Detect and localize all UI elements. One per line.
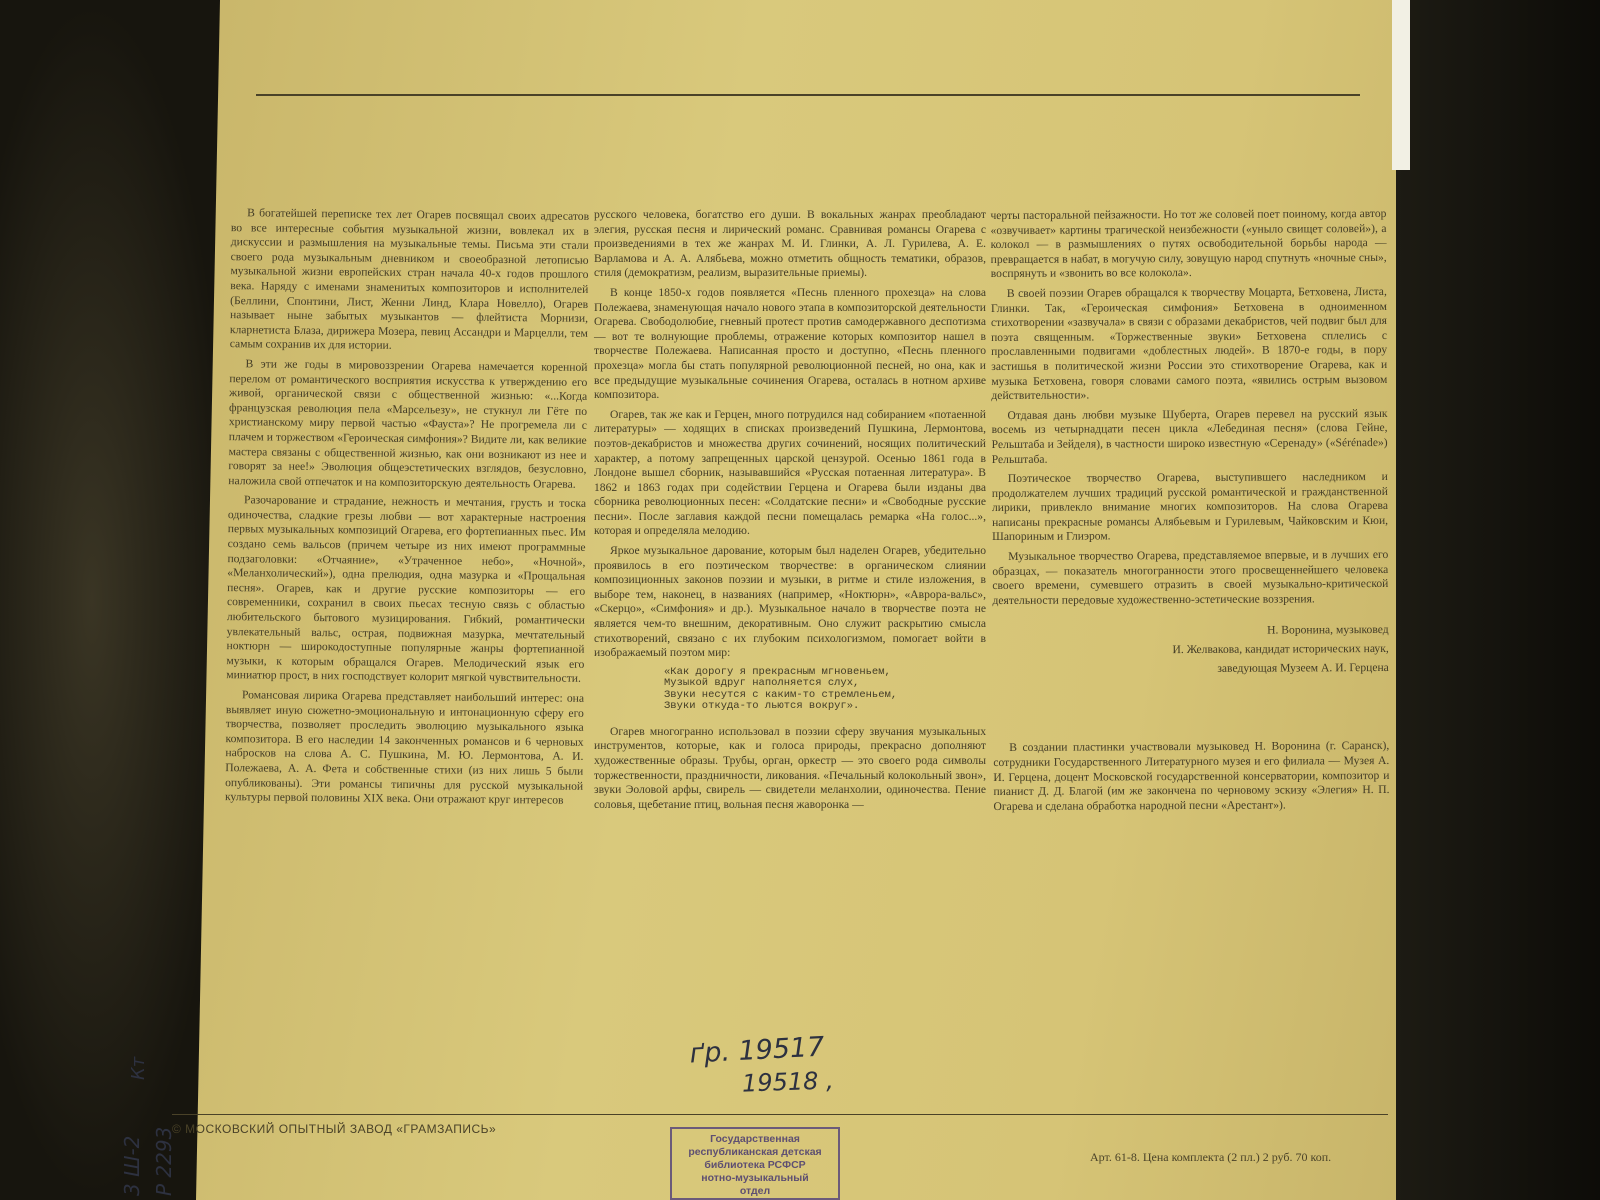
stamp-line: Государственная [710, 1133, 800, 1145]
library-stamp [670, 1127, 840, 1200]
paragraph: В конце 1850-х годов появляется «Песнь пленного прохезца» на слова Полежаева, знаменующая начало нового этапа в композиторской деятельности Огарева. Свободолюбие, гневный протест против самодержавного деспотизма — вот те волнующие проблемы, отражение которых композитор нашел в творчестве Полежаева. Написанная просто и доступно, «Песнь пленного прохезца» могла бы стать популярной революционной песней, но она, как и все предыдущие музыкальные сочинения Огарева, осталась в нотном архиве композитора. [594, 285, 986, 402]
handwritten-margin-note: Кт [128, 1056, 149, 1080]
stamp-line: отдел [739, 1185, 771, 1197]
handwritten-margin-note: 3 Ш-2 [120, 1135, 144, 1196]
paragraph: русского человека, богатство его души. В вокальных жанрах преобладают элегия, русская песня и лирический романс. Сравнивая романсы Огарева с произведениями в тех же жанрах М. И. Глинки, А. Л. Гурилева, А. Е. Варламова и А. А. Алябьева, можно отметить общность тематики, образов, стиля (демократизм, реализм, выразительные приемы). [594, 208, 986, 280]
copyright-notice: © МОСКОВСКИЙ ОПЫТНЫЙ ЗАВОД «ГРАМЗАПИСЬ» [172, 1122, 497, 1136]
background-left [0, 0, 230, 1200]
paragraph: черты пасторальной пейзажности. Но тот же соловей поет поиному, когда автор «озвучивает» картины трагической неизбежности («уныло свищет соловей»), а колокол — в размышлениях о путях освободительной борьбы народа — превращается в набат, в могучую силу, зовущую народ спутнуть «ночные сны», воспрянуть и «звонить во все колокола». [990, 206, 1387, 281]
background-right [1370, 0, 1600, 1200]
text-column-3 [990, 207, 1389, 819]
signatures [993, 620, 1389, 679]
paragraph: Поэтическое творчество Огарева, выступившего наследником и продолжателем лучших традиций русской романтической и гражданственной лирики, привлекло внимание многих композиторов. На слова Огарева написаны прекрасные романсы Алябьевым и Гурилевым, Чайковским и Кюи, Шапориным и Глиэром. [991, 470, 1389, 544]
stamp-line: нотно-музыкальный [701, 1172, 809, 1184]
paragraph: Яркое музыкальное дарование, которым был наделен Огарев, убедительно проявилось в его поэтическом творчестве: в органическом слиянии композиционных законов поэзии и музыки, в ритме и стиле изложения, в выборе тем, наконец, в названиях (например, «Ноктюрн», «Аврора-вальс», «Скерцо», «Симфония» и др.). Музыкальное начало в творчестве поэта не является чем-то внешним, декоративным. Оно служит раскрытию смысла стихотворений, связано с их глубоким психологизмом, помогает войти в изображаемый поэтом мир: [594, 544, 986, 660]
paragraph: Разочарование и страдание, нежность и мечтания, грусть и тоска одиночества, сладкие грезы любви — вот характерные настроения первых музыкальных композиций Огарева, его фортепианных пьес. Им создано семь вальсов (причем четыре из них имеют программные подзаголовки: «Отчаяние», «Утраченное небо», «Ночной», «Меланхолический»), одна прелюдия, одна мазурка и «Прощальная песня». Огарев, как и другие русские композиторы — его современники, сохранил в своих пьесах тесную связь с областью любительского бытового музицирования. Гибкий, романтически увлекательный вальс, острая, подвижная мазурка, мечтательный ноктюрн — широкодоступные популярные жанры фортепианной музыки, к которым обращался Огарев. Мелодический язык его миниатюр прост, в них господствует колорит мягкой чувствительности. [226, 493, 587, 686]
handwritten-number: 19518 , [741, 1066, 835, 1098]
paragraph: Музыкальное творчество Огарева, представляемое впервые, и в лучших его образцах, — показатель многогранности этого просвещеннейшего человека своего времени, сумевшего отразить в своей музыкально-критической деятельности передовые художественно-эстетические воззрения. [992, 548, 1389, 607]
paragraph: В своей поэзии Огарев обращался к творчеству Моцарта, Бетховена, Листа, Глинки. Так, «Героическая симфония» Бетховена в одноименном стихотворении «зазвучала» в связи с образами декабристов, чей подвиг был для поэта священным. «Торжественные звуки» Бетховена сплелись с прославленными подвигами «доблестных людей». В 1870-е годы, в пору застишья в политической жизни России это стихотворение Огарева, как и музыка Бетховена, говоря словами самого поэта, «явились острым вызовом действительности». [990, 284, 1388, 403]
paragraph: В эти же годы в мировоззрении Огарева намечается коренной перелом от романтического восприятия искусства к утверждению его живой, органической связи с общественной жизнью: «...Когда французская революция пела «Марсельезу», не стукнул ли Гёте по христианскому миру первой частью «Фауста»? Не прогремела ли с плачем и торжеством «Героическая симфония»? Видите ли, как великие мастера связаны с общественной жизнью, как они возникают из нее и говорят за нее!» Эволюция общеэстетических взглядов, безусловно, наложила свой отпечаток и на композиторскую деятельность Огарева. [228, 357, 588, 491]
credits [993, 739, 1389, 814]
signature-line: Н. Воронина, музыковед [1267, 623, 1389, 638]
stamp-line: республиканская детская [688, 1146, 822, 1158]
poem-line: Музыкой вдруг наполняется слух, [664, 677, 860, 690]
poem-line: Звуки несутся с каким-то стремленьем, [664, 688, 898, 701]
paragraph: Отдавая дань любви музыке Шуберта, Огарев перевел на русский язык восемь из четырнадцати песен цикла «Лебединая песня» (слова Гейне, Рельштаба и Зейделя), в частности широко известную «Серенаду» («Sérénade») Рельштаба. [991, 406, 1388, 466]
stamp-line: библиотека РСФСР [704, 1159, 806, 1171]
signature-line: И. Желвакова, кандидат исторических наук, [1172, 642, 1389, 657]
handwritten-number: ґр. 19517 [689, 1031, 826, 1070]
price-line: Арт. 61-8. Цена комплекта (2 пл.) 2 руб. 70 коп. [1090, 1150, 1332, 1164]
poem-line: Звуки откуда-то льются вокруг». [664, 700, 860, 713]
signature-line: заведующая Музеем А. И. Герцена [1217, 661, 1389, 676]
credits-text: В создании пластинки участвовали музыковед Н. Воронина (г. Саранск), сотрудники Государственного Литературного музея и его филиала — Музея А. И. Герцена, доцент Московской государственной консерватории, композитор и пианист Д. Д. Благой (им же закончена по черновому эскизу «Элегия» Н. П. Огарева и сделана обработка народной песни «Арестант»). [993, 739, 1390, 813]
poem-quote [664, 667, 986, 713]
handwritten-margin-note: Р 2293 [152, 1126, 176, 1196]
top-rule [256, 94, 1360, 96]
paragraph: Романсовая лирика Огарева представляет наибольший интерес: она выявляет иную сюжетно-эмоциональную и интонационную сферу его творчества, позволяет проследить эволюцию музыкального языка композитора. В его наследии 14 законченных романсов и 6 черновых набросков на слова А. С. Пушкина, М. Ю. Лермонтова, А. И. Полежаева, А. А. Фета и собственные стихи (из них лишь 5 были опубликованы). Эти романсы типичны для русской музыкальной культуры первой половины XIX века. Они отражают круг интересов [224, 688, 585, 807]
paragraph: Огарев, так же как и Герцен, много потрудился над собиранием «потаенной литературы» — ходящих в списках произведений Пушкина, Лермонтова, поэтов-декабристов и множества других сочинений, носящих политический характер, а потому запрещенных царской цензурой. Осенью 1861 года в Лондоне вышел сборник, называвшийся «Русская потаенная литература». В 1862 и 1863 годах при содействии Герцена и Огарева были изданы два сборника революционных песен: «Солдатские песни» и «Свободные русские песни». После заглавия каждой песни помещалась ремарка «На голос...», которая и определяла мелодию. [594, 407, 986, 538]
paragraph: Огарев многогранно использовал в поэзии сферу звучания музыкальных инструментов, которые, как и голоса природы, прекрасно дополняют художественные образы. Трубы, орган, оркестр — это своего рода символы торжественности, праздничности, ликования. «Печальный колокольный звон», звуки Эоловой арфы, свирель — свидетели меланхолии, одиночества. Пение соловья, щебетание птиц, вольная песня жаворонка — [594, 724, 986, 811]
paragraph: В богатейшей переписке тех лет Огарев посвящал своих адресатов во все интересные события музыкальной жизни, вовлекал их в дискуссии и размышления на музыкальные темы. Письма эти стали своего рода музыкальным дневником и своеобразной летописью музыкальной жизни европейских стран начала 40-х годов прошлого века. Наряду с именами знаменитых композиторов и исполнителей (Беллини, Спонтини, Лист, Женни Линд, Клара Новелло), Огарев называет ныне забытых музыкантов — флейтиста Морнизи, кларнетиста Блаза, дирижера Мозера, певиц Ассандри и Марцелли, тем самым сохранив их для истории. [229, 206, 590, 353]
bottom-rule [172, 1114, 1388, 1115]
inner-sleeve-edge [1392, 0, 1410, 170]
poem-line: «Как дорогу я прекрасным мгновеньем, [664, 665, 891, 678]
text-column-1 [225, 206, 589, 813]
text-column-2 [594, 208, 986, 817]
